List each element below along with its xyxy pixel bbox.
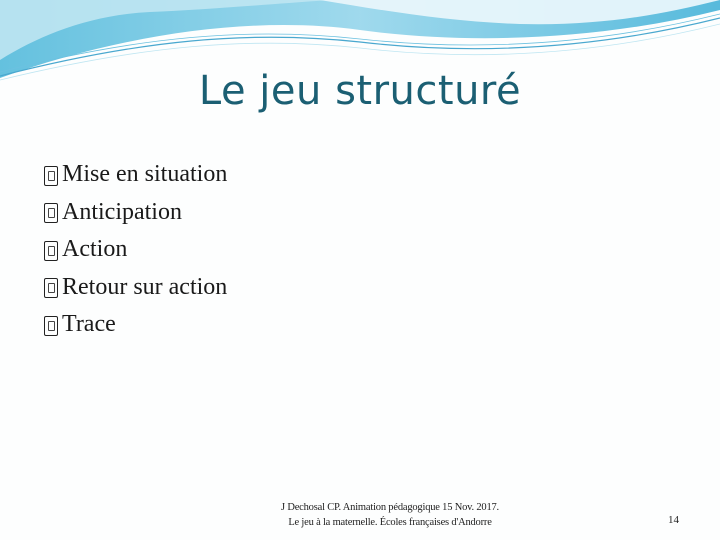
slide-title: Le jeu structuré	[198, 68, 522, 114]
page-number: 14	[668, 514, 679, 526]
missing-glyph-icon	[44, 166, 58, 186]
list-item	[44, 156, 227, 194]
bullet-label: Mise en situation	[62, 161, 228, 188]
list-item	[44, 306, 227, 344]
missing-glyph-icon	[44, 241, 58, 261]
bullet-label: Retour sur action	[62, 273, 228, 300]
missing-glyph-icon	[44, 203, 58, 223]
missing-glyph-icon	[44, 316, 58, 336]
slide-footer	[230, 500, 550, 530]
list-item	[44, 269, 227, 307]
bullet-list	[44, 156, 227, 344]
bullet-label: Anticipation	[62, 198, 182, 225]
list-item	[44, 231, 227, 269]
footer-line-1: J Dechosal CP. Animation pédagogique 15 Nov. 2017.	[281, 502, 499, 513]
bullet-label: Action	[62, 236, 128, 263]
missing-glyph-icon	[44, 278, 58, 298]
footer-line-2: Le jeu à la maternelle. Écoles françaises d'Andorre	[288, 517, 492, 528]
list-item	[44, 194, 227, 232]
bullet-label: Trace	[62, 311, 116, 338]
